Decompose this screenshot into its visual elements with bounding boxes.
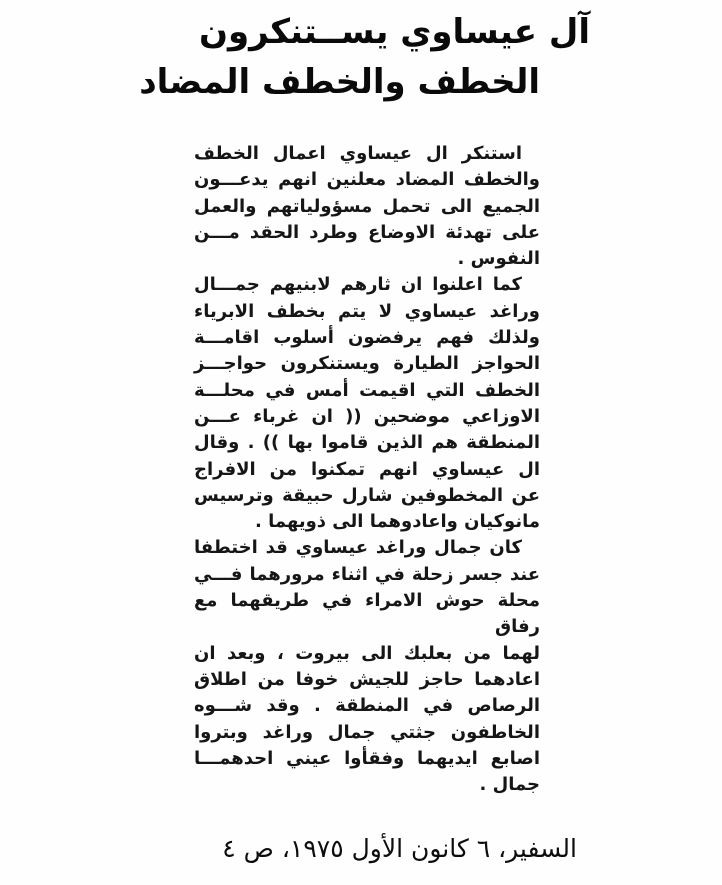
article-line: مانوكيان واعادوهما الى ذويهما . [255,511,540,533]
article-paragraph [194,535,540,798]
article-line: على تهدئة الاوضاع وطرد الحقد مـــن [194,221,540,243]
article-body [194,141,540,798]
article-line: كما اعلنوا ان ثارهم لابنيهم جمـــال [194,274,522,296]
article-line: عن المخطوفين شارل حبيقة وترسيس [194,484,540,506]
article-line: اصابع ايديهما وفقأوا عيني احدهمـــا [194,747,540,769]
article-line: والخطف المضاد معلنين انهم يدعـــون [194,169,540,191]
article-line: كان جمال وراغد عيساوي قد اختطفا [194,537,522,559]
article-line: ولذلك فهم يرفضون أسلوب اقامـــة [194,327,540,349]
article-paragraph [194,141,540,272]
article-line: وراغد عيساوي لا يتم بخطف الابرياء [194,300,540,322]
article-line: النفوس . [457,248,540,270]
article-line: الخاطفون جثتي جمال وراغد وبتروا [194,721,540,743]
article-line: الخطف التي اقيمت أمس في محلـــة [194,379,540,401]
headline-line-1: آل عيساوي يســتنكرون [198,12,590,52]
article-line: الرصاص في المنطقة . وقد شـــوه [194,695,540,717]
article-line: الجميع الى تحمل مسؤولياتهم والعمل [194,195,540,217]
article-line: المنطقة هم الذين قاموا بها )) . وقال [194,432,540,454]
source-citation: السفير، ٦ كانون الأول ١٩٧٥، ص ٤ [222,834,577,863]
article-line: اعادهما حاجز للجيش خوفا من اطلاق [194,668,540,690]
article-line: ال عيساوي انهم تمكنوا من الافراج [194,458,540,480]
headline-line-2: الخطف والخطف المضاد [139,62,540,102]
article-line: محلة حوش الامراء في طريقهما مع رفاق [194,590,540,638]
article-line: جمال . [479,774,540,796]
article-line: استنكر ال عيساوي اعمال الخطف [194,143,522,164]
article-line: الحواجز الطيارة ويستنكرون حواجـــز [194,353,540,375]
article-paragraph [194,272,540,535]
article-line: عند جسر زحلة في اثناء مرورهما فـــي [194,563,540,585]
article-line: لهما من بعلبك الى بيروت ، وبعد ان [194,642,540,664]
article-line: الاوزاعي موضحين (( ان غرباء عـــن [194,405,540,427]
